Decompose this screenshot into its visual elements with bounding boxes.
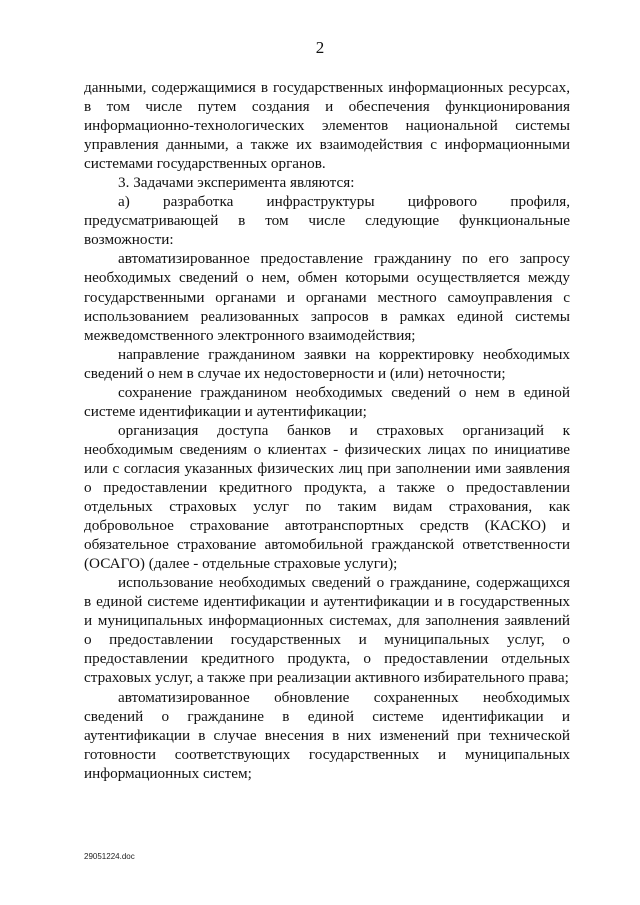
- paragraph-data-usage: использование необходимых сведений о гражданине, содержащихся в единой системе идентификации и аутентификации и в государственных и муниципальных информационных системах, для заполнения заявлений о предоставлении государственных и муниципальных услуг, о предоставлении кредитного продукта, о предоставлении отдельных страховых услуг, а также при реализации активного избирательного права;: [84, 574, 570, 687]
- footer-filename: 29051224.doc: [84, 852, 135, 861]
- document-body: [84, 78, 570, 783]
- paragraph-automated-update: автоматизированное обновление сохраненных необходимых сведений о гражданине в единой системе идентификации и аутентификации в случае внесения в них изменений при технической готовности соответствующих государственных и муниципальных информационных систем;: [84, 688, 570, 782]
- paragraph-correction-request: направление гражданином заявки на корректировку необходимых сведений о нем в случае их недостоверности и (или) неточности;: [84, 345, 570, 382]
- paragraph-saving-data: сохранение гражданином необходимых сведений о нем в единой системе идентификации и аутентификации;: [84, 383, 570, 420]
- paragraph-continuation: данными, содержащимися в государственных информационных ресурсах, в том числе путем создания и обеспечения функционирования информационно-технологических элементов национальной системы управления данными, а также их взаимодействия с информационными системами государственных органов.: [84, 79, 570, 173]
- paragraph-bank-access: организация доступа банков и страховых организаций к необходимым сведениям о клиентах - физических лицах по инициативе или с согласия указанных физических лиц при заполнении ими заявления о предоставлении кредитного продукта, а также о предоставлении отдельных страховых услуг по таким видам страхования, как добровольное страхование автотранспортных средств (КАСКО) и обязательное страхование автомобильной гражданской ответственности (ОСАГО) (далее - отдельные страховые услуги);: [84, 421, 570, 573]
- page-number: 2: [315, 38, 325, 57]
- paragraph-section-heading: 3. Задачами эксперимента являются:: [118, 174, 355, 192]
- paragraph-automated-provision: автоматизированное предоставление гражданину по его запросу необходимых сведений о нем, обмен которыми осуществляется между государственными органами и органами местного самоуправления с использованием реализованных запросов в рамках единой системы межведомственного электронного взаимодействия;: [84, 250, 570, 344]
- paragraph-item-a: а) разработка инфраструктуры цифрового профиля, предусматривающей в том числе следующие функциональные возможности:: [84, 193, 570, 249]
